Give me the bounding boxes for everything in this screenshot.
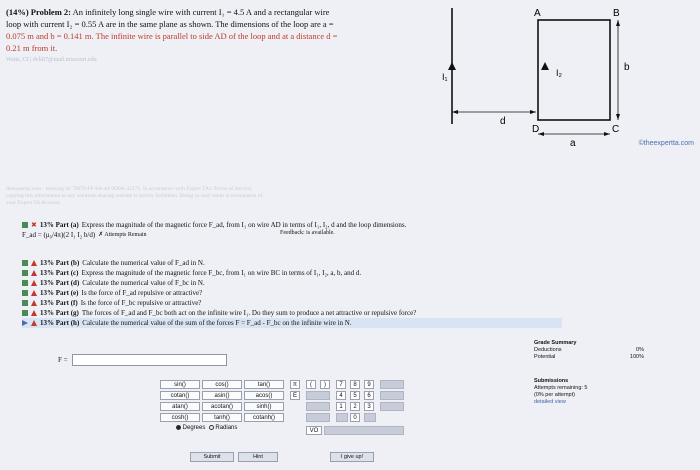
- terms-line-1: theexpertta.com · tracking id: 7M79-FF-8A-44-9D0A-32171. In accordance with Expert TA's Terms of Service,: [6, 186, 253, 192]
- key-cos[interactable]: cos(): [202, 380, 242, 389]
- part-text: Is the force of F_ad repulsive or attractive?: [81, 289, 203, 297]
- key-backspace[interactable]: [380, 380, 404, 389]
- part-label: 13% Part (c): [40, 269, 79, 277]
- problem-heading: (14%) Problem 2:: [6, 7, 71, 17]
- warning-icon: [31, 320, 37, 326]
- feedback-link[interactable]: Feedback: is available.: [280, 230, 335, 236]
- problem-line-1: An infinitely long single wire with current I₁ = 4.5 A and a rectangular wire: [72, 7, 330, 17]
- check-icon: [22, 270, 28, 276]
- degrees-radio[interactable]: [176, 425, 181, 430]
- angle-mode: [176, 425, 237, 431]
- grade-summary: [534, 340, 644, 361]
- current-arrow-i1: [448, 62, 456, 70]
- corner-label-a: A: [534, 8, 541, 19]
- key-sin[interactable]: sin(): [160, 380, 200, 389]
- submissions-panel: [534, 378, 644, 406]
- key-e[interactable]: E: [290, 391, 300, 400]
- key-1[interactable]: 1: [336, 402, 346, 411]
- key-cotanh[interactable]: cotanh(): [244, 413, 284, 422]
- part-text: Is the force of F_bc repulsive or attractive?: [80, 299, 202, 307]
- corner-label-b: B: [613, 8, 620, 19]
- per-attempt: (0% per attempt): [534, 392, 575, 398]
- check-icon: [22, 310, 28, 316]
- key-blank-5[interactable]: [364, 413, 376, 422]
- problem-line-4: 0.21 m from it.: [6, 43, 58, 53]
- key-5[interactable]: 5: [350, 391, 360, 400]
- hint-button[interactable]: Hint: [238, 452, 278, 462]
- key-close-paren[interactable]: ): [320, 380, 330, 389]
- check-icon: [22, 280, 28, 286]
- key-blank-1[interactable]: [306, 391, 330, 400]
- part-a-answer: F_ad = (μ₀/4π)(2 I₁ I₂ b/d): [22, 231, 96, 239]
- dimension-label-a: a: [570, 138, 576, 149]
- degrees-label: Degrees: [182, 425, 206, 432]
- part-text: Express the magnitude of the magnetic force F_bc, from I₁ on wire BC in terms of I₁, I₂, a, b, and d.: [81, 269, 362, 277]
- corner-label-c: C: [612, 124, 620, 135]
- part-label: 13% Part (f): [40, 299, 78, 307]
- problem-line-3: 0.075 m and b = 0.141 m. The infinite wire is parallel to side AD of the loop and at a distance d =: [6, 31, 338, 41]
- circuit-figure: [400, 4, 698, 154]
- key-cotan[interactable]: cotan(): [160, 391, 200, 400]
- check-icon: [22, 290, 28, 296]
- warning-icon: [31, 290, 37, 296]
- grade-summary-title: Grade Summary: [534, 340, 577, 346]
- part-text: Calculate the numerical value of F_ad in N.: [82, 259, 205, 267]
- key-7[interactable]: 7: [336, 380, 346, 389]
- key-acotan[interactable]: acotan(): [202, 402, 242, 411]
- part-a-attempts: ✗ Attempts Remain: [98, 232, 147, 238]
- key-6[interactable]: 6: [364, 391, 374, 400]
- parts-list: [22, 258, 562, 328]
- dimension-label-d: d: [500, 116, 506, 127]
- part-row[interactable]: [22, 298, 562, 308]
- terms-notice: [6, 186, 406, 207]
- key-blank-bar[interactable]: [324, 426, 404, 435]
- current-arrow-i2: [541, 62, 549, 70]
- warning-icon: [31, 260, 37, 266]
- deductions-value: 0%: [636, 347, 644, 353]
- part-row[interactable]: [22, 278, 562, 288]
- current-part-text: Calculate the numerical value of the sum of the forces F = F_ad - F_bc on the infinite wire in N.: [82, 319, 352, 327]
- key-9[interactable]: 9: [364, 380, 374, 389]
- answer-row: [58, 354, 227, 366]
- key-4[interactable]: 4: [336, 391, 346, 400]
- key-blank-3[interactable]: [306, 413, 330, 422]
- detailed-view-link[interactable]: detailed view: [534, 399, 566, 405]
- part-label: 13% Part (e): [40, 289, 79, 297]
- key-blank-7[interactable]: [380, 402, 404, 411]
- deductions-label: Deductions: [534, 347, 562, 353]
- warning-icon: [31, 300, 37, 306]
- figure-credit: ©theexpertta.com: [638, 140, 694, 147]
- key-blank-4[interactable]: [336, 413, 348, 422]
- problem-statement: [6, 6, 401, 66]
- potential-value: 100%: [629, 354, 644, 360]
- key-tan[interactable]: tan(): [244, 380, 284, 389]
- key-open-paren[interactable]: (: [306, 380, 316, 389]
- play-icon: [22, 320, 28, 326]
- warning-icon: [31, 280, 37, 286]
- current-part-row[interactable]: [22, 318, 562, 328]
- part-row[interactable]: [22, 308, 562, 318]
- key-tanh[interactable]: tanh(): [202, 413, 242, 422]
- attempts-remaining: Attempts remaining: 5: [534, 385, 588, 391]
- key-cosh[interactable]: cosh(): [160, 413, 200, 422]
- key-3[interactable]: 3: [364, 402, 374, 411]
- key-atan[interactable]: atan(): [160, 402, 200, 411]
- key-blank-6[interactable]: [380, 391, 404, 400]
- check-icon: [22, 300, 28, 306]
- part-row[interactable]: [22, 288, 562, 298]
- current-part-label: 13% Part (h): [40, 319, 80, 327]
- key-pi[interactable]: π: [290, 380, 300, 389]
- part-a-text: Express the magnitude of the magnetic force F_ad, from I₁ on wire AD in terms of I₁, I₂, d and the loop dimensions.: [81, 221, 407, 229]
- part-a-label: 13% Part (a): [39, 221, 79, 229]
- submit-button[interactable]: Submit: [190, 452, 234, 462]
- part-label: 13% Part (b): [40, 259, 80, 267]
- corner-label-d: D: [532, 124, 540, 135]
- key-asin[interactable]: asin(): [202, 391, 242, 400]
- part-text: Calculate the numerical value of F_bc in N.: [82, 279, 205, 287]
- warning-icon: [31, 310, 37, 316]
- x-icon: ✖: [31, 221, 37, 229]
- key-acos[interactable]: acos(): [244, 391, 284, 400]
- give-up-button[interactable]: I give up!: [330, 452, 374, 462]
- part-row[interactable]: [22, 258, 562, 268]
- part-row[interactable]: [22, 268, 562, 278]
- answer-label: F =: [58, 356, 68, 364]
- submissions-title: Submissions: [534, 378, 569, 384]
- terms-line-2: copying this information to any solutions sharing website is strictly forbidden. Doing so may result in termination of: [6, 193, 263, 199]
- part-label: 13% Part (d): [40, 279, 80, 287]
- answer-input[interactable]: [72, 354, 227, 366]
- key-sinh[interactable]: sinh(): [244, 402, 284, 411]
- terms-line-3: your Expert TA Account.: [6, 200, 62, 206]
- radians-radio[interactable]: [209, 425, 214, 430]
- current-label-i1: I₁: [442, 72, 448, 82]
- key-2[interactable]: 2: [350, 402, 360, 411]
- key-blank-2[interactable]: [306, 402, 330, 411]
- problem-line-2: loop with current I₂ = 0.55 A are in the same plane as shown. The dimensions of the loop are a =: [6, 19, 334, 29]
- student-watermark: Watts, CI | dvklt7@mail.missouri.edu: [6, 57, 97, 63]
- wire-loop-diagram: [400, 4, 698, 154]
- part-text: The forces of F_ad and F_bc both act on the infinite wire I₁. Do they sum to produce a net attractive or repulsive force?: [81, 309, 417, 317]
- check-icon: [22, 222, 28, 228]
- key-0[interactable]: 0: [350, 413, 360, 422]
- part-label: 13% Part (g): [40, 309, 79, 317]
- check-icon: [22, 260, 28, 266]
- radians-label: Radians: [215, 425, 238, 432]
- potential-label: Potential: [534, 354, 556, 360]
- dimension-label-b: b: [624, 62, 630, 73]
- key-8[interactable]: 8: [350, 380, 360, 389]
- key-clear[interactable]: VO: [306, 426, 322, 435]
- current-label-i2: I₂: [556, 68, 562, 78]
- warning-icon: [31, 270, 37, 276]
